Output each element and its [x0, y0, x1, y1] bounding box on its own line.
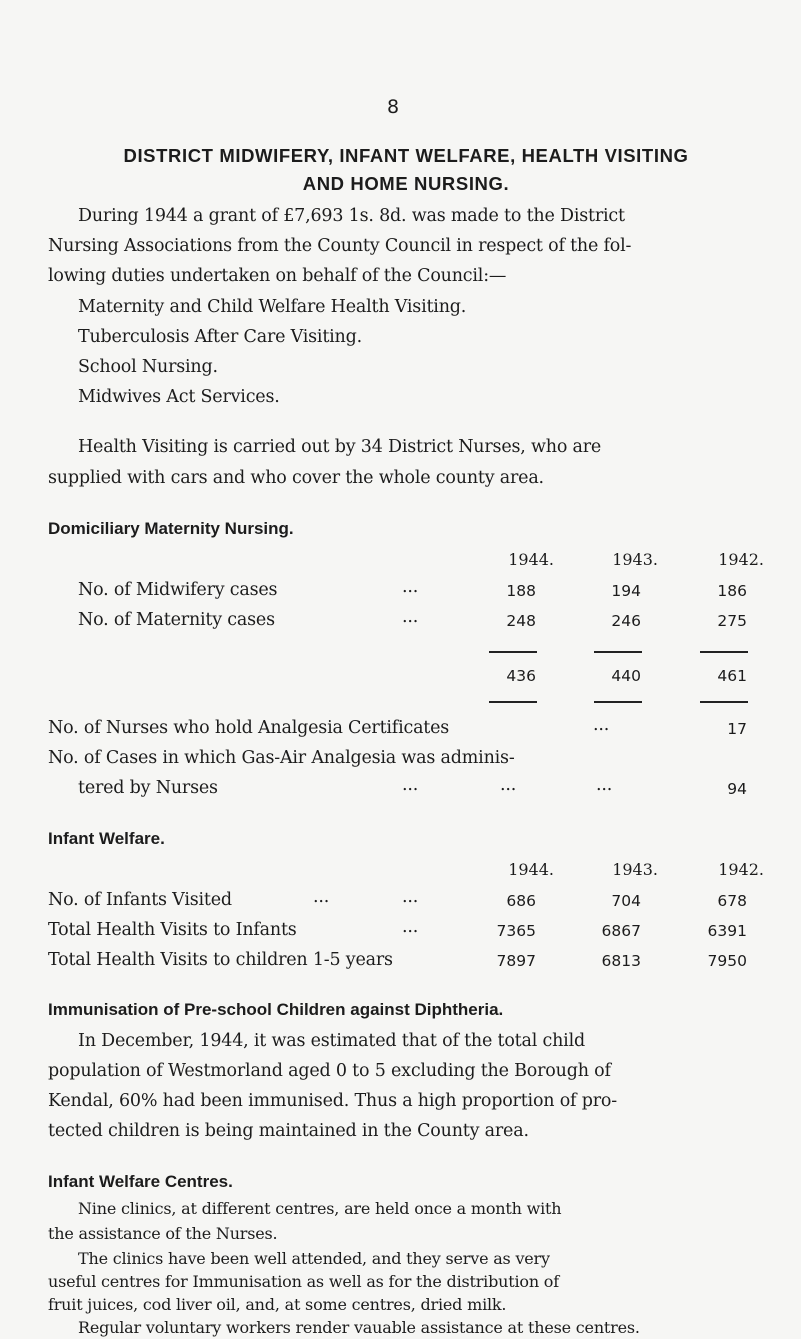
sum-rule	[594, 651, 642, 653]
total-rule	[700, 701, 748, 703]
gas-air-label: No. of Cases in which Gas-Air Analgesia was adminis-	[48, 748, 515, 768]
table-cell: 248	[506, 612, 536, 630]
visiting-line: supplied with cars and who cover the whole county area.	[48, 468, 544, 488]
centres-heading: Infant Welfare Centres.	[48, 1172, 233, 1191]
immunisation-heading: Immunisation of Pre-school Children against Diphtheria.	[48, 1000, 504, 1019]
duty-item: Midwives Act Services.	[78, 387, 280, 407]
table-cell: 246	[611, 612, 641, 630]
domiciliary-heading: Domiciliary Maternity Nursing.	[48, 519, 294, 538]
table-cell: 6867	[601, 922, 641, 940]
year-header: 1942.	[718, 550, 764, 569]
centres-line: fruit juices, cod liver oil, and, at some centres, dried milk.	[48, 1295, 507, 1314]
leader-dots: ...	[402, 917, 419, 937]
total-rule	[489, 701, 537, 703]
page-number: 8	[387, 96, 400, 118]
table-cell: 6813	[601, 952, 641, 970]
total-cell: 440	[611, 667, 641, 685]
nurses-value: 17	[727, 720, 747, 738]
leader-dots: ...	[596, 775, 613, 795]
gas-air-label: tered by Nurses	[78, 778, 218, 798]
table-cell: 7897	[496, 952, 536, 970]
year-header: 1942.	[718, 860, 764, 879]
table-cell: 188	[506, 582, 536, 600]
table-cell: 7950	[707, 952, 747, 970]
immunisation-line: tected children is being maintained in the County area.	[48, 1121, 529, 1141]
year-header: 1943.	[612, 860, 658, 879]
nurses-label: No. of Nurses who hold Analgesia Certificates	[48, 718, 450, 738]
infant-welfare-heading: Infant Welfare.	[48, 829, 165, 848]
leader-dots: ...	[402, 577, 419, 597]
table-row-label: No. of Infants Visited	[48, 890, 232, 910]
total-cell: 436	[506, 667, 536, 685]
year-header: 1944.	[508, 860, 554, 879]
visiting-line: Health Visiting is carried out by 34 District Nurses, who are	[78, 437, 602, 457]
page-title-line1: DISTRICT MIDWIFERY, INFANT WELFARE, HEALTH VISITING	[123, 145, 689, 166]
centres-line: The clinics have been well attended, and they serve as very	[78, 1249, 550, 1268]
leader-dots: ...	[593, 715, 610, 735]
table-cell: 686	[506, 892, 536, 910]
centres-line: Regular voluntary workers render vauable assistance at these centres.	[78, 1318, 640, 1337]
table-cell: 704	[611, 892, 641, 910]
table-cell: 7365	[496, 922, 536, 940]
immunisation-line: population of Westmorland aged 0 to 5 excluding the Borough of	[48, 1061, 611, 1081]
year-header: 1943.	[612, 550, 658, 569]
table-row-label: Total Health Visits to Infants	[48, 920, 297, 940]
table-cell: 194	[611, 582, 641, 600]
duty-item: Tuberculosis After Care Visiting.	[78, 327, 362, 347]
table-cell: 275	[717, 612, 747, 630]
immunisation-line: In December, 1944, it was estimated that of the total child	[78, 1031, 585, 1051]
centres-line: useful centres for Immunisation as well as for the distribution of	[48, 1272, 559, 1291]
leader-dots: ...	[500, 775, 517, 795]
leader-dots: ...	[313, 887, 330, 907]
leader-dots: ...	[402, 887, 419, 907]
immunisation-line: Kendal, 60% had been immunised. Thus a high proportion of pro-	[48, 1091, 617, 1111]
table-row-label: Total Health Visits to children 1-5 years	[48, 950, 393, 970]
sum-rule	[489, 651, 537, 653]
duty-item: School Nursing.	[78, 357, 218, 377]
leader-dots: ...	[402, 607, 419, 627]
sum-rule	[700, 651, 748, 653]
centres-line: the assistance of the Nurses.	[48, 1224, 278, 1243]
intro-line: During 1944 a grant of £7,693 1s. 8d. was made to the District	[78, 206, 625, 226]
page-title-line2: AND HOME NURSING.	[302, 173, 510, 194]
intro-line: Nursing Associations from the County Council in respect of the fol-	[48, 236, 632, 256]
gas-air-value: 94	[727, 780, 747, 798]
total-cell: 461	[717, 667, 747, 685]
table-row-label: No. of Maternity cases	[78, 610, 275, 630]
leader-dots: ...	[402, 775, 419, 795]
year-header: 1944.	[508, 550, 554, 569]
centres-line: Nine clinics, at different centres, are held once a month with	[78, 1199, 562, 1218]
intro-line: lowing duties undertaken on behalf of the Council:—	[48, 266, 507, 286]
table-cell: 678	[717, 892, 747, 910]
table-row-label: No. of Midwifery cases	[78, 580, 278, 600]
duty-item: Maternity and Child Welfare Health Visiting.	[78, 297, 467, 317]
table-cell: 6391	[707, 922, 747, 940]
table-cell: 186	[717, 582, 747, 600]
total-rule	[594, 701, 642, 703]
